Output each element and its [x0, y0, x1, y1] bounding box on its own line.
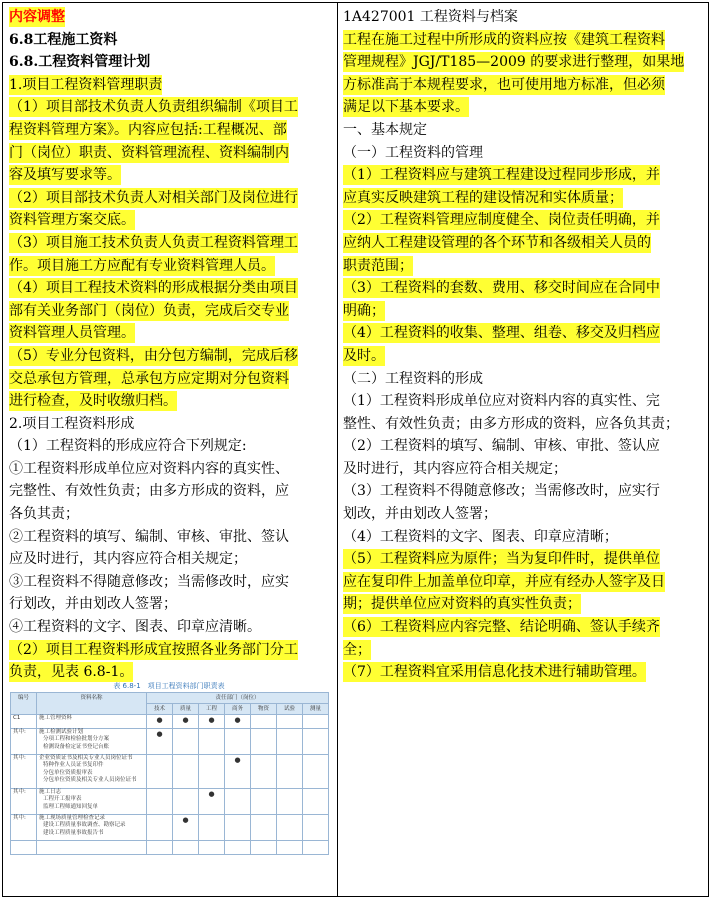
table-row [11, 789, 329, 815]
text-line [9, 51, 331, 74]
text-line [343, 164, 703, 187]
row-item: 施工管理资料 [39, 715, 73, 721]
empty-cell [303, 789, 329, 815]
table-row [11, 755, 329, 789]
text-line [343, 142, 703, 165]
text-line [9, 74, 331, 97]
empty-cell [199, 841, 225, 855]
table-title: 表 6.8-1 项目工程资料部门职责表 [113, 682, 225, 690]
text-line [9, 413, 331, 436]
text-line [343, 368, 703, 391]
text-line-content: （2）项目工程资料形成宜按照各业务部门分工 [9, 641, 298, 658]
responsibility-dot: ● [147, 715, 173, 729]
text-line [343, 413, 703, 436]
row-items [37, 755, 147, 789]
dept-header: 物资 [251, 704, 277, 715]
text-line-content: 期；提供单位应对资料的真实性负责； [343, 596, 581, 613]
responsibility-dot: ● [225, 715, 251, 729]
row-items [37, 729, 147, 755]
empty-cell [251, 815, 277, 841]
row-no: C1 [11, 715, 37, 729]
row-no: 其中: [11, 789, 37, 815]
column-divider [337, 2, 338, 897]
text-line [343, 480, 703, 503]
text-line [9, 571, 331, 594]
text-line-content: 划改，并由划改人签署； [343, 506, 497, 523]
text-line-content: （6）工程资料应内容完整、结论明确、签认手续齐 [343, 619, 660, 636]
text-line [343, 119, 703, 142]
text-line [343, 616, 703, 639]
text-line [9, 322, 331, 345]
text-line-content: ③工程资料不得随意修改；当需修改时，应实 [9, 573, 289, 590]
empty-cell [173, 789, 199, 815]
text-line [343, 6, 703, 29]
text-line-content: 负责，见表 6.8-1。 [9, 664, 134, 681]
text-line [9, 458, 331, 481]
text-line-content: ④工程资料的文字、图表、印章应清晰。 [9, 619, 261, 636]
empty-cell [147, 815, 173, 841]
responsibility-dot: ● [173, 715, 199, 729]
responsibility-dot: ● [199, 715, 225, 729]
text-line [9, 300, 331, 323]
table-row [11, 729, 329, 755]
text-line-content: 6.8.工程资料管理计划 [9, 54, 151, 71]
text-line-content: 作。项目施工方应配有专业资料管理人员。 [9, 257, 275, 274]
table-row [11, 715, 329, 729]
text-line-content: 资料管理人员管理。 [9, 325, 135, 342]
text-line-content: 职责范围； [343, 257, 413, 274]
text-line [9, 187, 331, 210]
text-line-content: （3）工程资料的套数、费用、移交时间应在合同中 [343, 280, 660, 297]
text-line-content: （4）工程资料的文字、图表、印章应清晰； [343, 528, 618, 545]
text-line-content: 整性、有效性负责；由多方形成的资料，应各负其责； [343, 415, 679, 432]
text-line [9, 232, 331, 255]
text-line [343, 435, 703, 458]
text-line [9, 96, 331, 119]
text-line [343, 322, 703, 345]
text-line-content: （一）工程资料的管理 [343, 144, 483, 161]
text-line-content: 全； [343, 641, 371, 658]
text-line [343, 548, 703, 571]
text-line-content: 1A427001 工程资料与档案 [343, 9, 518, 25]
text-line [343, 96, 703, 119]
text-line-content: ①工程资料形成单位应对资料内容的真实性、 [9, 460, 289, 477]
text-line [9, 390, 331, 413]
text-line [9, 548, 331, 571]
text-line [9, 164, 331, 187]
right-text-lines [343, 6, 703, 684]
table-body [11, 715, 329, 855]
text-line [343, 51, 703, 74]
empty-cell [173, 841, 199, 855]
row-items [37, 815, 147, 841]
text-line-content: （5）专业分包资料，由分包方编制，完成后移 [9, 347, 298, 364]
text-line-content: 容及填写要求等。 [9, 167, 121, 184]
text-line [9, 29, 331, 52]
text-line [343, 661, 703, 684]
empty-cell [303, 841, 329, 855]
dept-header: 测量 [303, 704, 329, 715]
text-line [9, 345, 331, 368]
text-line-content: 应在复印件上加盖单位印章，并应有经办人签字及日 [343, 573, 665, 590]
right-column [343, 6, 703, 684]
text-line [9, 142, 331, 165]
responsibility-dot: ● [225, 755, 251, 789]
text-line-content: （1）工程资料的形成应符合下列规定: [9, 438, 247, 455]
table-row [11, 815, 329, 841]
empty-cell [11, 841, 37, 855]
text-line-content: 管理规程》JGJ/T185—2009 的要求进行整理，如果地 [343, 54, 685, 71]
text-line-content: 进行检查，及时收缴归档。 [9, 393, 177, 410]
text-line [343, 458, 703, 481]
responsibility-dot: ● [147, 729, 173, 755]
empty-cell [225, 729, 251, 755]
text-line-content: 一、基本规定 [343, 121, 427, 138]
text-line [343, 503, 703, 526]
row-item: 特种作业人员证书复印件 [43, 762, 104, 769]
dept-header: 质量 [173, 704, 199, 715]
empty-cell [251, 755, 277, 789]
header-no: 编号 [11, 693, 37, 715]
text-line-content: 资料管理方案交底。 [9, 212, 135, 229]
text-line [9, 209, 331, 232]
empty-cell [277, 755, 303, 789]
empty-cell [251, 729, 277, 755]
empty-cell [173, 755, 199, 789]
text-line [343, 390, 703, 413]
text-line [9, 639, 331, 662]
row-item: 分项工程和检验批划分方案 [43, 736, 110, 743]
text-line [9, 503, 331, 526]
responsibility-dot: ● [173, 815, 199, 841]
text-line-content: 及时进行，其内容应符合相关规定； [343, 460, 567, 477]
row-item: 检测设备检定证书登记台账 [43, 743, 110, 750]
text-line [9, 526, 331, 549]
text-line-content: （二）工程资料的形成 [343, 370, 483, 387]
responsibility-table [10, 692, 329, 855]
responsibility-dot: ● [199, 789, 225, 815]
header-name: 资料名称 [37, 693, 147, 715]
empty-cell [277, 715, 303, 729]
text-line-content: （5）工程资料应为原件；当为复印件时，提供单位 [343, 551, 660, 568]
left-column [9, 6, 331, 684]
row-item: 监理工程师通知回复单 [43, 803, 99, 810]
empty-cell [147, 841, 173, 855]
dept-header: 试验 [277, 704, 303, 715]
text-line-content: 门（岗位）职责、资料管理流程、资料编制内 [9, 144, 289, 161]
header-dept: 责任部门（岗位） [147, 693, 329, 704]
text-line [343, 526, 703, 549]
empty-cell [251, 789, 277, 815]
empty-cell [251, 841, 277, 855]
empty-cell [199, 815, 225, 841]
empty-cell [277, 789, 303, 815]
empty-cell [225, 789, 251, 815]
text-line [9, 435, 331, 458]
text-line [343, 300, 703, 323]
empty-cell [147, 789, 173, 815]
empty-cell [303, 755, 329, 789]
text-line [343, 345, 703, 368]
text-line-content: （3）工程资料不得随意修改；当需修改时，应实行 [343, 483, 660, 500]
text-line-content: 1.项目工程资料管理职责 [9, 76, 163, 93]
text-line-content: 及时。 [343, 347, 385, 364]
dept-header: 技术 [147, 704, 173, 715]
dept-header: 工程 [199, 704, 225, 715]
text-line [9, 277, 331, 300]
text-line-content: （1）工程资料形成单位应对资料内容的真实性、完 [343, 393, 660, 410]
empty-cell [199, 729, 225, 755]
responsibility-table-figure [10, 680, 328, 885]
empty-cell [277, 841, 303, 855]
row-item: 施工检测试验计划 [39, 729, 84, 735]
empty-cell [303, 715, 329, 729]
row-item: 分包单位资质报审表 [43, 769, 93, 776]
text-line-content: （4）工程资料的收集、整理、组卷、移交及归档应 [343, 325, 660, 342]
text-line-content: 2.项目工程资料形成 [9, 415, 135, 432]
text-line-content: （1）工程资料应与建筑工程建设过程同步形成，并 [343, 167, 660, 184]
text-line-content: 应及时进行，其内容应符合相关规定； [9, 551, 247, 568]
row-no: 其中: [11, 755, 37, 789]
text-line [343, 255, 703, 278]
text-line-content: （7）工程资料宜采用信息化技术进行辅助管理。 [343, 664, 646, 681]
text-line-content: 满足以下基本要求。 [343, 99, 469, 116]
empty-cell [147, 755, 173, 789]
text-line-content: 交总承包方管理，总承包方应定期对分包资料 [9, 370, 289, 387]
text-line [9, 616, 331, 639]
empty-cell [303, 815, 329, 841]
empty-cell [303, 729, 329, 755]
text-line [343, 232, 703, 255]
text-line-content: 程资料管理方案》。内容应包括:工程概况、部 [9, 121, 287, 138]
row-item: 施工日志 [39, 789, 62, 795]
text-line-content: 行划改，并由划改人签署； [9, 596, 177, 613]
empty-cell [37, 841, 147, 855]
row-item: 企业资质证书及相关专业人员岗位证书 [39, 755, 133, 761]
text-line-content: （2）工程资料管理应制度健全、岗位责任明确，并 [343, 212, 660, 229]
row-no: 其中: [11, 729, 37, 755]
text-line-content: 明确； [343, 302, 385, 319]
text-line [9, 368, 331, 391]
text-line-content: ②工程资料的填写、编制、审核、审批、签认 [9, 528, 289, 545]
empty-cell [277, 815, 303, 841]
text-line-content: 应纳人工程建设管理的各个环节和各级相关人员的 [343, 234, 651, 251]
text-line [343, 29, 703, 52]
row-item: 建设工程质量事故报告书 [43, 829, 104, 836]
text-line-content: （3）项目施工技术负责人负责工程资料管理工 [9, 234, 298, 251]
text-line [9, 593, 331, 616]
text-line-content: 应真实反映建筑工程的建设情况和实体质量； [343, 189, 623, 206]
text-line-content: 部有关业务部门（岗位）负责，完成后交专业 [9, 302, 289, 319]
empty-cell [225, 815, 251, 841]
row-no: 其中: [11, 815, 37, 841]
empty-cell [199, 755, 225, 789]
empty-cell [173, 729, 199, 755]
row-items [37, 789, 147, 815]
text-line [9, 480, 331, 503]
text-line-content: 完整性、有效性负责；由多方形成的资料，应 [9, 483, 289, 500]
text-line-content: 方标准高于本规程要求，也可使用地方标准，但必须 [343, 76, 665, 93]
row-item: 施工现场质量管理检查记录 [39, 815, 106, 821]
empty-cell [251, 715, 277, 729]
left-text-lines [9, 29, 331, 684]
text-line-content: （2）工程资料的填写、编制、审核、审批、签认应 [343, 438, 660, 455]
text-line-content: （1）项目部技术负责人负责组织编制《项目工 [9, 99, 298, 116]
text-line [343, 187, 703, 210]
text-line [9, 255, 331, 278]
empty-cell [277, 729, 303, 755]
text-line [9, 119, 331, 142]
row-item: 分包单位资质及相关专业人员岗位证书 [43, 777, 137, 784]
row-item: 工程开工报审表 [43, 796, 82, 803]
text-line [343, 277, 703, 300]
content-adjust-tag: 内容调整 [9, 9, 65, 25]
text-line [343, 74, 703, 97]
text-line [343, 639, 703, 662]
row-items [37, 715, 147, 729]
text-line-content: 各负其责； [9, 506, 79, 523]
text-line [343, 209, 703, 232]
table-row-empty [11, 841, 329, 855]
row-item: 建设工程质量事故调查、勘察记录 [43, 822, 126, 829]
empty-cell [225, 841, 251, 855]
text-line-content: （4）项目工程技术资料的形成根据分类由项目 [9, 280, 298, 297]
text-line [343, 593, 703, 616]
text-line-content: 工程在施工过程中所形成的资料应按《建筑工程资料 [343, 31, 665, 48]
text-line-content: 6.8工程施工资料 [9, 31, 118, 48]
text-line-content: （2）项目部技术负责人对相关部门及岗位进行 [9, 189, 298, 206]
text-line [343, 571, 703, 594]
dept-header: 商务 [225, 704, 251, 715]
